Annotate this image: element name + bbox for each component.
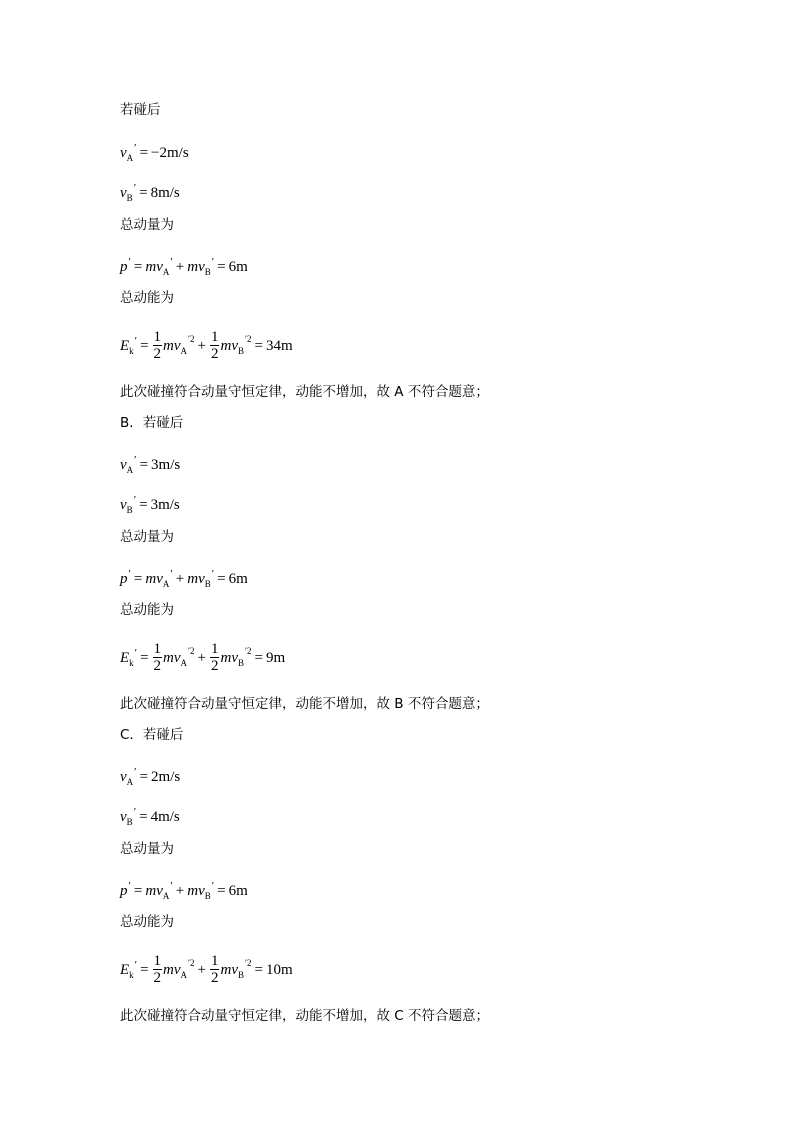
- section-2-va-equation: $v_A' = 2m/s$: [120, 766, 181, 787]
- section-2-va-value: 2m/s: [151, 769, 181, 785]
- section-1-va-value: 3m/s: [151, 457, 181, 473]
- section-2-momentum-equation: $p' = mv_A' + mv_B' = 6m$: [120, 880, 248, 901]
- half-fraction: $\frac{1}{2}$: [153, 641, 162, 674]
- section-0-energy-label: 总动能为: [120, 290, 174, 306]
- section-1-momentum-equation: $p' = mv_A' + mv_B' = 6m$: [120, 568, 248, 589]
- section-0-energy-result: 34m: [265, 337, 293, 354]
- section-1-momentum-label: 总动量为: [120, 529, 174, 545]
- section-1-energy-equation: $E_k'$ = $\frac{1}{2}$ $mv_A^{'2}$ + $\frac{1}{2}$ $mv_B^{'2} = 9m$: [120, 641, 286, 674]
- section-2-momentum-result: 6m: [228, 883, 248, 899]
- half-fraction: $\frac{1}{2}$: [210, 953, 219, 986]
- half-fraction: $\frac{1}{2}$: [153, 953, 162, 986]
- section-1-conclusion: 此次碰撞符合动量守恒定律，动能不增加，故 B 不符合题意；: [120, 696, 489, 712]
- section-0-momentum-label: 总动量为: [120, 217, 174, 233]
- section-0-conclusion: 此次碰撞符合动量守恒定律，动能不增加，故 A 不符合题意；: [120, 384, 489, 400]
- section-2-energy-result: 10m: [265, 961, 293, 978]
- section-2-momentum-label: 总动量为: [120, 841, 174, 857]
- section-1-momentum-result: 6m: [228, 571, 248, 587]
- section-0-vb-equation: $v_B' = 8m/s$: [120, 182, 180, 203]
- section-2-heading: C．若碰后: [120, 727, 184, 743]
- section-0-energy-equation: $E_k'$ = $\frac{1}{2}$ $mv_A^{'2}$ + $\frac{1}{2}$ $mv_B^{'2} = 34m$: [120, 329, 293, 362]
- half-fraction: $\frac{1}{2}$: [210, 641, 219, 674]
- section-0-momentum-result: 6m: [228, 259, 248, 275]
- section-1-heading: B．若碰后: [120, 415, 184, 431]
- section-0-va-value: −2m/s: [151, 145, 189, 161]
- half-fraction: $\frac{1}{2}$: [153, 329, 162, 362]
- section-2-energy-equation: $E_k'$ = $\frac{1}{2}$ $mv_A^{'2}$ + $\frac{1}{2}$ $mv_B^{'2} = 10m$: [120, 953, 293, 986]
- section-2-vb-value: 4m/s: [150, 809, 180, 825]
- section-2-energy-label: 总动能为: [120, 914, 174, 930]
- section-1-va-equation: $v_A' = 3m/s$: [120, 454, 181, 475]
- section-0-momentum-equation: $p' = mv_A' + mv_B' = 6m$: [120, 256, 248, 277]
- section-1-energy-label: 总动能为: [120, 602, 174, 618]
- section-1-energy-result: 9m: [265, 649, 286, 666]
- section-0-vb-value: 8m/s: [150, 185, 180, 201]
- section-2-vb-equation: $v_B' = 4m/s$: [120, 806, 180, 827]
- section-1-vb-value: 3m/s: [150, 497, 180, 513]
- section-0-va-equation: $v_A' = -2m/s$: [120, 142, 189, 163]
- section-1-vb-equation: $v_B' = 3m/s$: [120, 494, 180, 515]
- section-0-heading: 若碰后: [120, 102, 161, 118]
- half-fraction: $\frac{1}{2}$: [210, 329, 219, 362]
- section-2-conclusion: 此次碰撞符合动量守恒定律，动能不增加，故 C 不符合题意；: [120, 1008, 490, 1024]
